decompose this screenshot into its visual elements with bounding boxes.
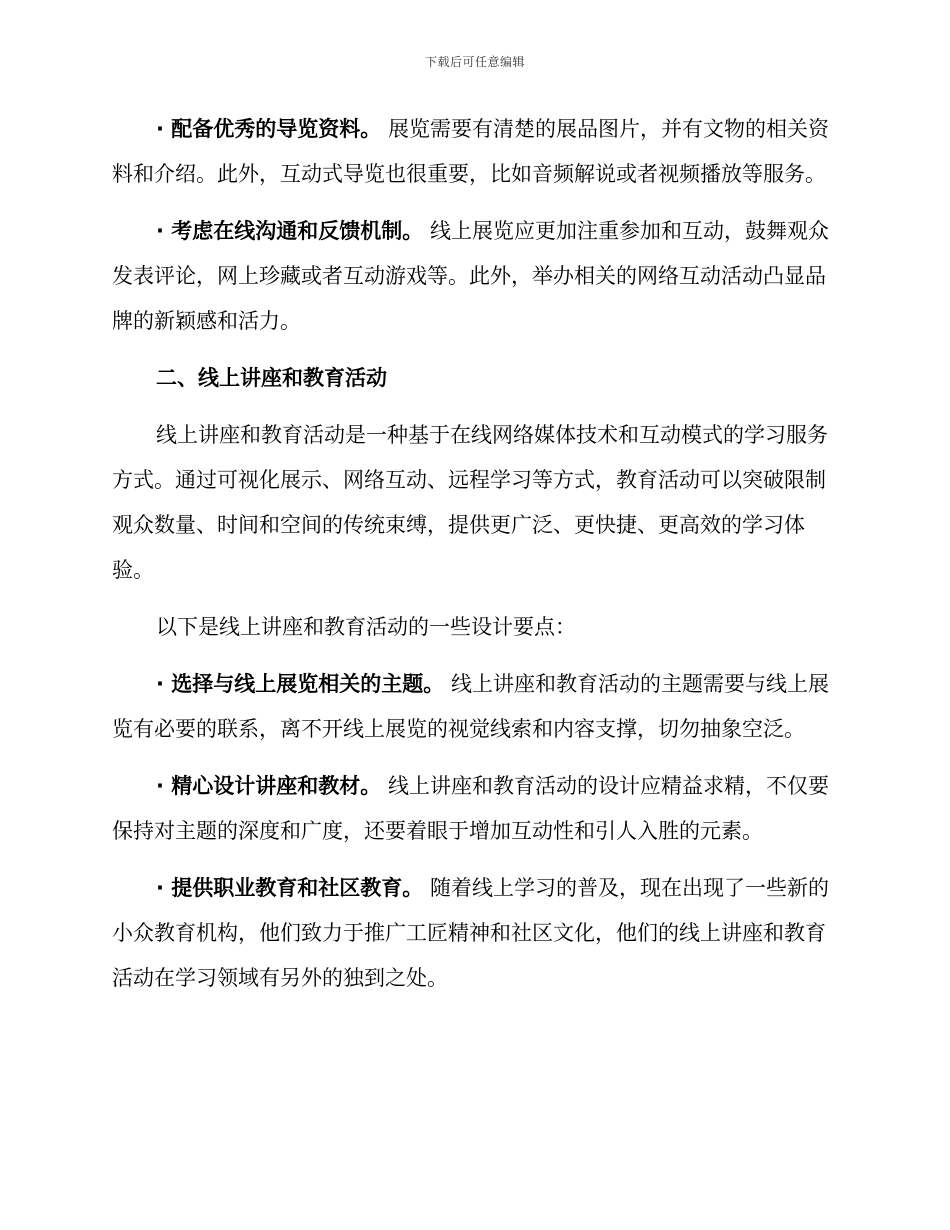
bullet-lead: · 选择与线上展览相关的主题。 bbox=[156, 672, 445, 696]
bullet-body: 展览需要有清楚的展品图片，并有文物的相关资料和介绍。此外，互动式导览也很重要，比如音频解说或者视频播放等服务。 bbox=[112, 117, 829, 186]
bullet-body: 线上讲座和教育活动的设计应精益求精，不仅要保持对主题的深度和广度，还要着眼于增加互动性和引人入胜的元素。 bbox=[112, 774, 829, 843]
body-paragraph-design-points: 以下是线上讲座和教育活动的一些设计要点： bbox=[156, 615, 576, 639]
bullet-lead: · 提供职业教育和社区教育。 bbox=[156, 876, 424, 900]
bullet-body: 线上讲座和教育活动的主题需要与线上展览有必要的联系，离不开线上展览的视觉线索和内容支撑，切勿抽象空泛。 bbox=[112, 672, 829, 741]
bullet-lead: · 配备优秀的导览资料。 bbox=[156, 117, 382, 141]
body-paragraph-intro: 线上讲座和教育活动是一种基于在线网络媒体技术和互动模式的学习服务方式。通过可视化展示、网络互动、远程学习等方式，教育活动可以突破限制观众数量、时间和空间的传统束缚，提供更广泛、更快捷、更高效的学习体验。 bbox=[112, 423, 828, 582]
bullet-paragraph-topic bbox=[112, 662, 832, 752]
bullet-paragraph-guide-materials bbox=[112, 107, 832, 197]
section-heading: 二、线上讲座和教育活动 bbox=[156, 366, 387, 390]
bullet-paragraph-lecture-design bbox=[112, 764, 832, 854]
page-header: 下载后可任意编辑 bbox=[424, 55, 525, 69]
bullet-lead: · 考虑在线沟通和反馈机制。 bbox=[156, 219, 424, 243]
bullet-paragraph-online-feedback bbox=[112, 209, 832, 344]
document-body bbox=[112, 107, 832, 1001]
bullet-lead: · 精心设计讲座和教材。 bbox=[156, 774, 382, 798]
bullet-body: 线上展览应更加注重参加和互动，鼓舞观众发表评论，网上珍藏或者互动游戏等。此外，举办相关的网络互动活动凸显品牌的新颖感和活力。 bbox=[112, 219, 829, 333]
bullet-body: 随着线上学习的普及，现在出现了一些新的小众教育机构，他们致力于推广工匠精神和社区文化，他们的线上讲座和教育活动在学习领域有另外的独到之处。 bbox=[112, 876, 829, 990]
bullet-paragraph-vocational-education bbox=[112, 866, 832, 1001]
